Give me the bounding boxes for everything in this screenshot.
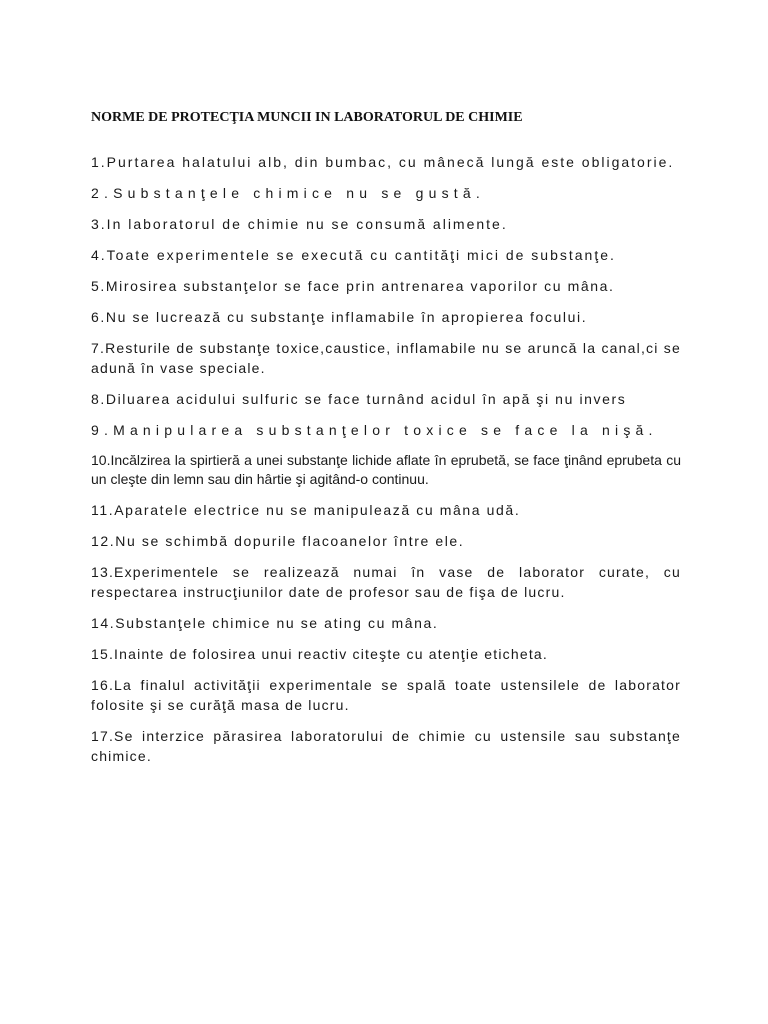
rule-item-2: 2.Substanţele chimice nu se gustă. xyxy=(91,185,485,201)
document-title: NORME DE PROTECŢIA MUNCII IN LABORATORUL DE CHIMIE xyxy=(91,110,523,125)
rule-item-17: 17.Se interzice părasirea laboratorului de chimie cu ustensile sau substanţe chimice. xyxy=(91,728,681,764)
rule-item-8: 8.Diluarea acidului sulfuric se face turnând acidul în apă şi nu invers xyxy=(91,391,627,407)
rule-item-1: 1.Purtarea halatului alb, din bumbac, cu mânecă lungă este obligatorie. xyxy=(91,154,675,170)
rule-item-4: 4.Toate experimentele se execută cu cantităţi mici de substanţe. xyxy=(91,247,616,263)
rule-item-16: 16.La finalul activităţii experimentale se spală toate ustensilele de laborator folosite şi se curăţă masa de lucru. xyxy=(91,677,681,713)
rule-item-15: 15.Inainte de folosirea unui reactiv citeşte cu atenţie eticheta. xyxy=(91,646,549,662)
rule-item-6: 6.Nu se lucrează cu substanţe inflamabile în apropierea focului. xyxy=(91,309,588,325)
rule-item-7: 7.Resturile de substanţe toxice,caustice, inflamabile nu se aruncă la canal,ci se adună în vase speciale. xyxy=(91,340,681,376)
rule-item-14: 14.Substanţele chimice nu se ating cu mâna. xyxy=(91,615,439,631)
rule-item-11: 11.Aparatele electrice nu se manipulează cu mâna udă. xyxy=(91,502,521,518)
rule-item-9: 9.Manipularea substanţelor toxice se face la nişă. xyxy=(91,422,658,438)
document-page xyxy=(91,0,681,1024)
rule-item-12: 12.Nu se schimbă dopurile flacoanelor între ele. xyxy=(91,533,465,549)
rule-item-10: 10.Incălzirea la spirtieră a unei substanţe lichide aflate în eprubetă, se face ţinând eprubeta cu un cleşte din lemn sau din hârtie şi agitând-o continuu. xyxy=(91,452,681,487)
rule-item-5: 5.Mirosirea substanţelor se face prin antrenarea vaporilor cu mâna. xyxy=(91,278,615,294)
rules-list xyxy=(91,152,681,777)
rule-item-13: 13.Experimentele se realizează numai în vase de laborator curate, cu respectarea instrucţiunilor date de profesor sau de fişa de lucru. xyxy=(91,564,681,600)
rule-item-3: 3.In laboratorul de chimie nu se consumă alimente. xyxy=(91,216,508,232)
